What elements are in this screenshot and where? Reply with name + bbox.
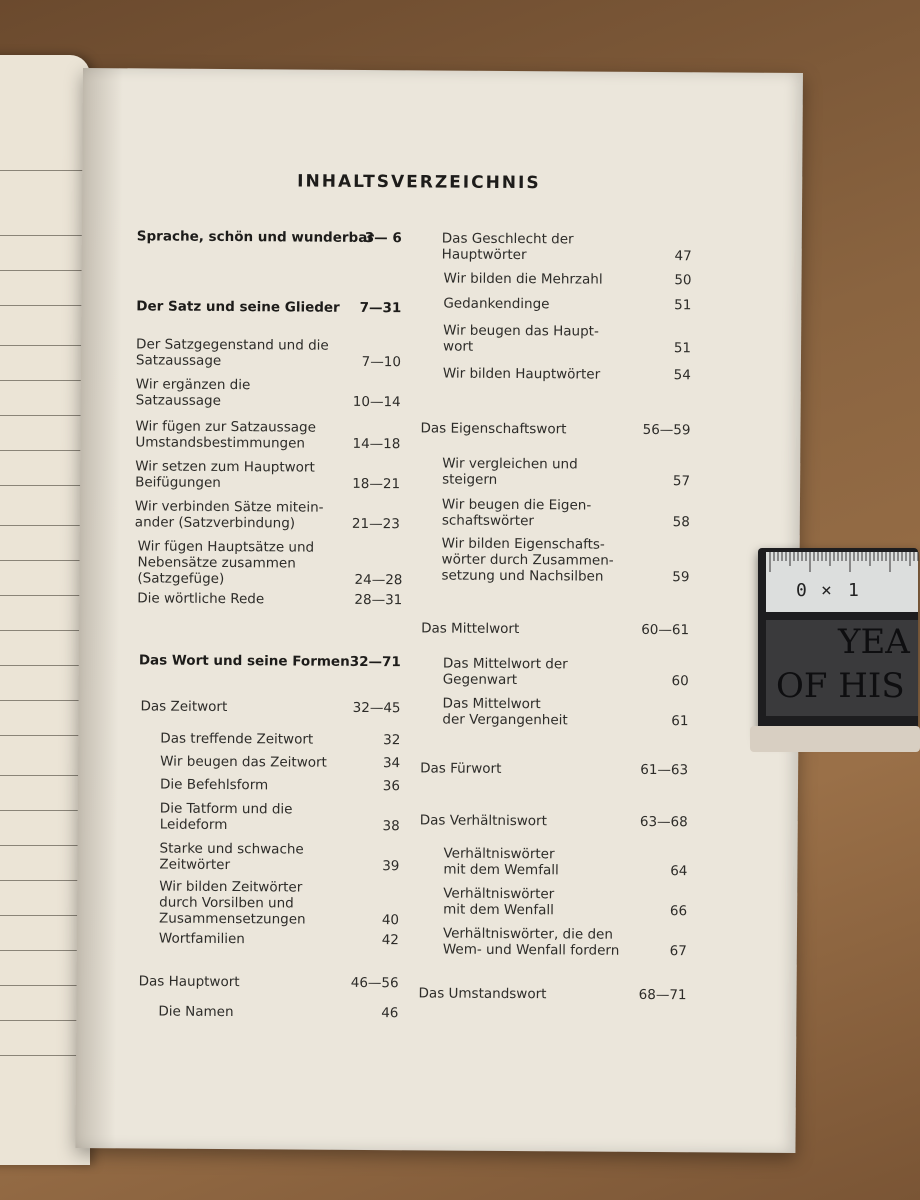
entry-page-number: 3— 6: [364, 229, 402, 247]
entry-title: Wortfamilien: [158, 930, 245, 948]
entry-page-number: 63—68: [639, 813, 688, 831]
toc-left-entry: [158, 1004, 398, 1022]
toc-left-entry: [137, 538, 402, 588]
toc-right-entry: [418, 985, 686, 1003]
entry-title: Das Mittelwort: [421, 620, 520, 638]
entry-title: Wir setzen zum Hauptwort Beifügungen: [135, 458, 315, 491]
entry-title: Das Eigenschaftswort: [420, 420, 567, 438]
entry-title: Wir beugen die Eigen- schaftswörter: [441, 496, 592, 530]
entry-page-number: 7—31: [359, 299, 402, 317]
toc-right-entry: [443, 846, 687, 880]
entry-title: Das Hauptwort: [138, 973, 240, 991]
entry-title: Starke und schwache Zeitwörter: [159, 840, 304, 874]
ruled-line: [0, 735, 90, 736]
entry-title: Die Namen: [158, 1003, 234, 1021]
entry-title: Das treffende Zeitwort: [160, 730, 314, 748]
entry-page-number: 67: [669, 943, 687, 960]
toc-left-entry: [160, 754, 400, 772]
entry-title: Wir bilden Hauptwörter: [442, 365, 601, 383]
entry-title: Wir bilden die Mehrzahl: [443, 270, 603, 288]
entry-page-number: 21—23: [351, 515, 400, 533]
ruler-base: [750, 726, 920, 752]
ruled-line: [0, 415, 90, 416]
toc-right-entry: [420, 812, 688, 830]
entry-title: Das Mittelwort der Gegenwart: [442, 655, 568, 689]
toc-right-entry: [442, 696, 688, 730]
toc-right-entry: [443, 271, 691, 289]
entry-page-number: 50: [674, 272, 692, 289]
toc-right-entry: [443, 656, 689, 690]
entry-title: Das Fürwort: [420, 760, 502, 777]
ruler-label: [766, 620, 918, 716]
toc-right-entry: [442, 497, 690, 531]
ruled-line: [0, 560, 90, 561]
toc-left-entry: [136, 376, 401, 410]
book-page: [75, 68, 803, 1153]
entry-page-number: 46—56: [350, 974, 399, 992]
entry-page-number: 66: [669, 903, 688, 920]
ruled-line: [0, 170, 90, 171]
entry-page-number: 51: [673, 340, 692, 357]
entry-page-number: 51: [674, 297, 692, 314]
entry-page-number: 36: [382, 778, 401, 795]
entry-page-number: 10—14: [352, 393, 401, 411]
entry-page-number: 54: [673, 367, 691, 384]
toc-right-entry: [442, 456, 690, 490]
entry-page-number: 39: [382, 858, 400, 875]
toc-left-entry: [159, 879, 399, 929]
ruler-label-line-1: YEA: [838, 622, 910, 662]
toc-right-entry: [441, 536, 689, 586]
entry-title: Das Umstandswort: [418, 985, 547, 1003]
entry-page-number: 60—61: [641, 621, 690, 639]
ruled-line: [0, 305, 90, 306]
ruled-line: [0, 380, 90, 381]
ruler-number-1: 1: [848, 580, 859, 601]
entry-title: Sprache, schön und wunderbar: [136, 228, 375, 247]
toc-left-entry: [159, 931, 399, 949]
ruler-ticks: [766, 552, 918, 574]
toc-left-entry: [139, 973, 399, 991]
toc-left-entry: [137, 228, 402, 246]
ruled-line: [0, 450, 90, 451]
entry-title: Wir fügen Hauptsätze und Nebensätze zusammen (Satzgefüge): [137, 538, 315, 587]
toc-right-entry: [442, 231, 692, 265]
entry-page-number: 61: [671, 713, 689, 730]
toc-right-entry: [421, 620, 689, 638]
entry-page-number: 28—31: [354, 591, 403, 609]
entry-page-number: 64: [670, 863, 688, 880]
toc-right-entry: [443, 886, 687, 920]
ruled-line: [0, 630, 90, 631]
toc-left-entry: [139, 652, 401, 670]
entry-page-number: 14—18: [352, 435, 401, 453]
entry-title: Verhältniswörter mit dem Wenfall: [443, 885, 555, 919]
ruled-line: [0, 810, 90, 811]
toc-right-entry: [420, 760, 688, 778]
entry-title: Wir beugen das Haupt- wort: [443, 322, 599, 355]
entry-title: Das Wort und seine Formen: [138, 652, 350, 670]
toc-left-entry: [137, 590, 402, 608]
ruler-times-mark: ×: [821, 580, 832, 601]
entry-page-number: 59: [672, 569, 690, 586]
entry-title: Die Befehlsform: [159, 776, 269, 794]
entry-title: Das Zeitwort: [140, 698, 228, 716]
ruler-object: [758, 548, 918, 738]
entry-page-number: 7—10: [361, 353, 402, 371]
entry-page-number: 40: [381, 912, 400, 929]
toc-left-entry: [160, 801, 400, 835]
ruled-line: [0, 525, 90, 526]
toc-left-entry: [135, 418, 400, 452]
entry-title: Die Tatform und die Leideform: [159, 800, 293, 834]
ruled-line: [0, 775, 90, 776]
entry-page-number: 32: [383, 732, 401, 749]
ruler-label-line-2: OF HIS: [776, 666, 905, 706]
ruled-line: [0, 845, 90, 846]
entry-title: Gedankendinge: [443, 295, 550, 313]
entry-title: Wir verbinden Sätze mitein- ander (Satzverbindung): [134, 498, 324, 532]
entry-page-number: 47: [674, 248, 692, 265]
toc-right-entry: [443, 323, 691, 357]
entry-page-number: 32—45: [352, 699, 401, 717]
entry-page-number: 56—59: [642, 421, 691, 439]
entry-title: Das Verhältniswort: [419, 812, 547, 830]
entry-title: Wir fügen zur Satzaussage Umstandsbestimmungen: [135, 418, 316, 452]
entry-page-number: 58: [672, 514, 690, 531]
ruled-line: [0, 485, 90, 486]
entry-page-number: 38: [382, 818, 400, 835]
toc-left-entry: [140, 698, 400, 716]
toc-left-entry: [159, 841, 399, 875]
entry-page-number: 42: [381, 932, 399, 949]
ruled-line: [0, 700, 90, 701]
toc-left-entry: [160, 777, 400, 795]
toc-right-entry: [443, 296, 691, 314]
ruler-number-0: 0: [796, 580, 807, 601]
entry-page-number: 68—71: [638, 986, 687, 1004]
entry-title: Das Mittelwort der Vergangenheit: [442, 695, 568, 729]
toc-left-entry: [135, 498, 400, 532]
ruled-line: [0, 665, 90, 666]
ruled-line: [0, 235, 90, 236]
entry-title: Wir ergänzen die Satzaussage: [135, 376, 251, 409]
toc-right-entry: [443, 926, 687, 960]
entry-page-number: 32—71: [349, 653, 401, 671]
page-gutter-shadow: [75, 68, 123, 1148]
ruled-line: [0, 595, 90, 596]
toc-left-entry: [136, 298, 401, 316]
ruled-line: [0, 270, 90, 271]
entry-title: Der Satzgegenstand und die Satzaussage: [135, 336, 329, 369]
entry-title: Verhältniswörter, die den Wem- und Wenfall fordern: [442, 925, 620, 959]
entry-page-number: 60: [671, 673, 689, 690]
entry-title: Die wörtliche Rede: [137, 590, 265, 608]
entry-title: Wir bilden Zeitwörter durch Vorsilben und Zusammensetzungen: [159, 878, 306, 928]
entry-page-number: 61—63: [640, 761, 689, 779]
page-title: INHALTSVERZEICHNIS: [297, 171, 541, 194]
entry-title: Wir beugen das Zeitwort: [160, 753, 327, 771]
entry-title: Verhältniswörter mit dem Wemfall: [443, 845, 559, 879]
toc-left-entry: [160, 731, 400, 749]
toc-left-entry: [135, 458, 400, 492]
toc-left-entry: [136, 336, 401, 370]
entry-page-number: 46: [381, 1005, 399, 1022]
toc-right-entry: [443, 366, 691, 384]
entry-page-number: 34: [382, 755, 401, 772]
entry-title: Das Geschlecht der Hauptwörter: [441, 230, 574, 264]
entry-page-number: 24—28: [354, 571, 403, 589]
entry-title: Wir bilden Eigenschafts- wörter durch Zusammen- setzung und Nachsilben: [441, 535, 614, 585]
ruled-line: [0, 345, 90, 346]
toc-right-entry: [420, 420, 690, 438]
entry-title: Der Satz und seine Glieder: [136, 298, 340, 316]
entry-page-number: 18—21: [352, 475, 401, 493]
entry-page-number: 57: [672, 473, 691, 490]
entry-title: Wir vergleichen und steigern: [442, 455, 578, 488]
ruler-scale: [766, 552, 918, 612]
